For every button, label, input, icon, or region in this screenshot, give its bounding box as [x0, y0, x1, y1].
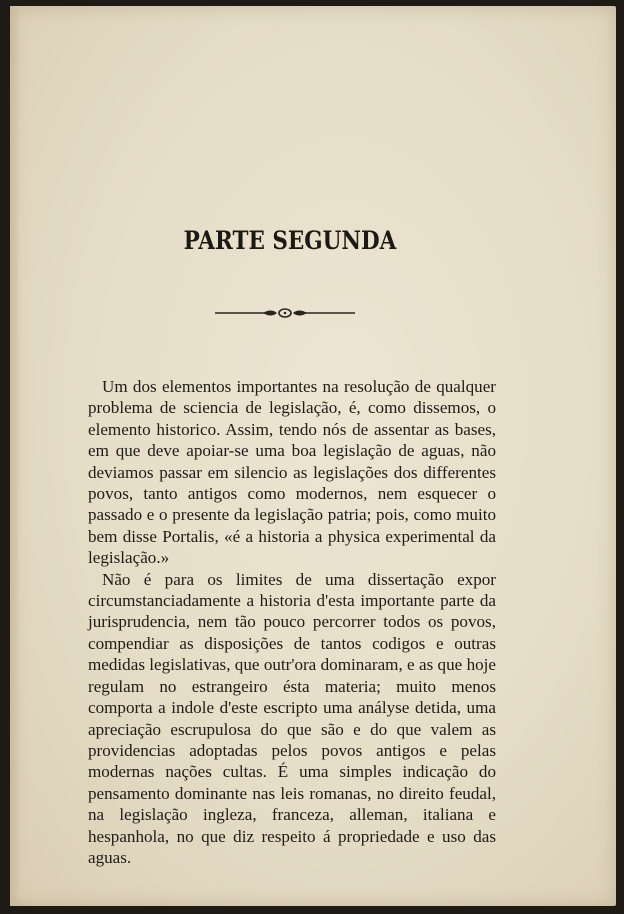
typographic-rule-ornament-icon	[215, 306, 355, 320]
paragraph-1: Um dos elementos importantes na resolução de qualquer problema de sciencia de legislação, é, como dissemos, o elemento historico. Assim, tendo nós de assentar as bases, em que deve apoiar-se uma boa legislação de aguas, não deviamos passar em silencio as legislações dos differentes povos, tanto antigos como modernos, nem esquecer o passado e o presente da legislação patria; pois, como muito bem disse Portalis, «é a historia a physica experimental da legislação.»	[88, 377, 496, 568]
page-gutter-shadow	[10, 6, 20, 906]
book-page	[10, 6, 616, 906]
page-title: PARTE SEGUNDA	[183, 226, 397, 255]
paragraph-2: Não é para os limites de uma dissertação expor circumstanciadamente a historia d'esta importante parte da jurisprudencia, nem tão pouco percorrer todos os povos, compendiar as disposições de tantos codigos e outras medidas legislativas, que outr'ora dominaram, e as que hoje regulam no estrangeiro ésta materia; muito menos comporta a indole d'este escripto uma anályse detida, uma apreciação escrupulosa do que são e do que valem as providencias adoptadas pelos povos antigos e pelas modernas nações cultas. É uma simples indicação do pensamento dominante nas leis romanas, no direito feudal, na legislação ingleza, franceza, alleman, italiana e hespanhola, no que diz respeito á propriedade e uso das aguas.	[88, 569, 496, 867]
body-text	[88, 376, 496, 868]
